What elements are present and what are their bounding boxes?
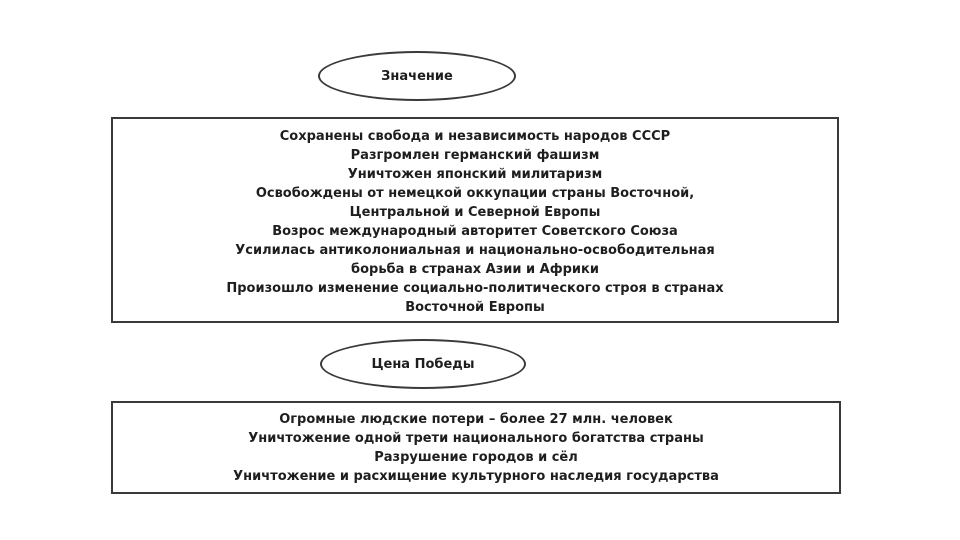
significance-title: Значение — [381, 68, 453, 84]
significance-line: Разгромлен германский фашизм — [350, 148, 600, 163]
victory-cost-line: Огромные людские потери – более 27 млн. человек — [279, 412, 673, 427]
significance-line: Возрос международный авторитет Советского Союза — [272, 224, 678, 239]
significance-box — [111, 117, 839, 323]
significance-line: Сохранены свобода и независимость народов СССР — [279, 129, 671, 144]
significance-line: Уничтожен японский милитаризм — [347, 167, 603, 182]
significance-line: Центральной и Северной Европы — [349, 205, 601, 220]
victory-cost-box — [111, 401, 841, 494]
significance-line: борьба в странах Азии и Африки — [351, 262, 599, 277]
significance-line: Произошло изменение социально-политического строя в странах — [226, 281, 724, 296]
victory-cost-line: Уничтожение и расхищение культурного наследия государства — [233, 469, 719, 484]
victory-cost-title: Цена Победы — [371, 356, 475, 372]
significance-oval — [318, 51, 516, 101]
victory-cost-line: Разрушение городов и сёл — [374, 450, 578, 465]
significance-line: Усилилась антиколониальная и национально-освободительная — [235, 243, 715, 258]
significance-line: Освобождены от немецкой оккупации страны Восточной, — [255, 186, 695, 201]
significance-line: Восточной Европы — [405, 300, 545, 315]
victory-cost-line: Уничтожение одной трети национального богатства страны — [248, 431, 704, 446]
victory-cost-oval — [320, 339, 526, 389]
